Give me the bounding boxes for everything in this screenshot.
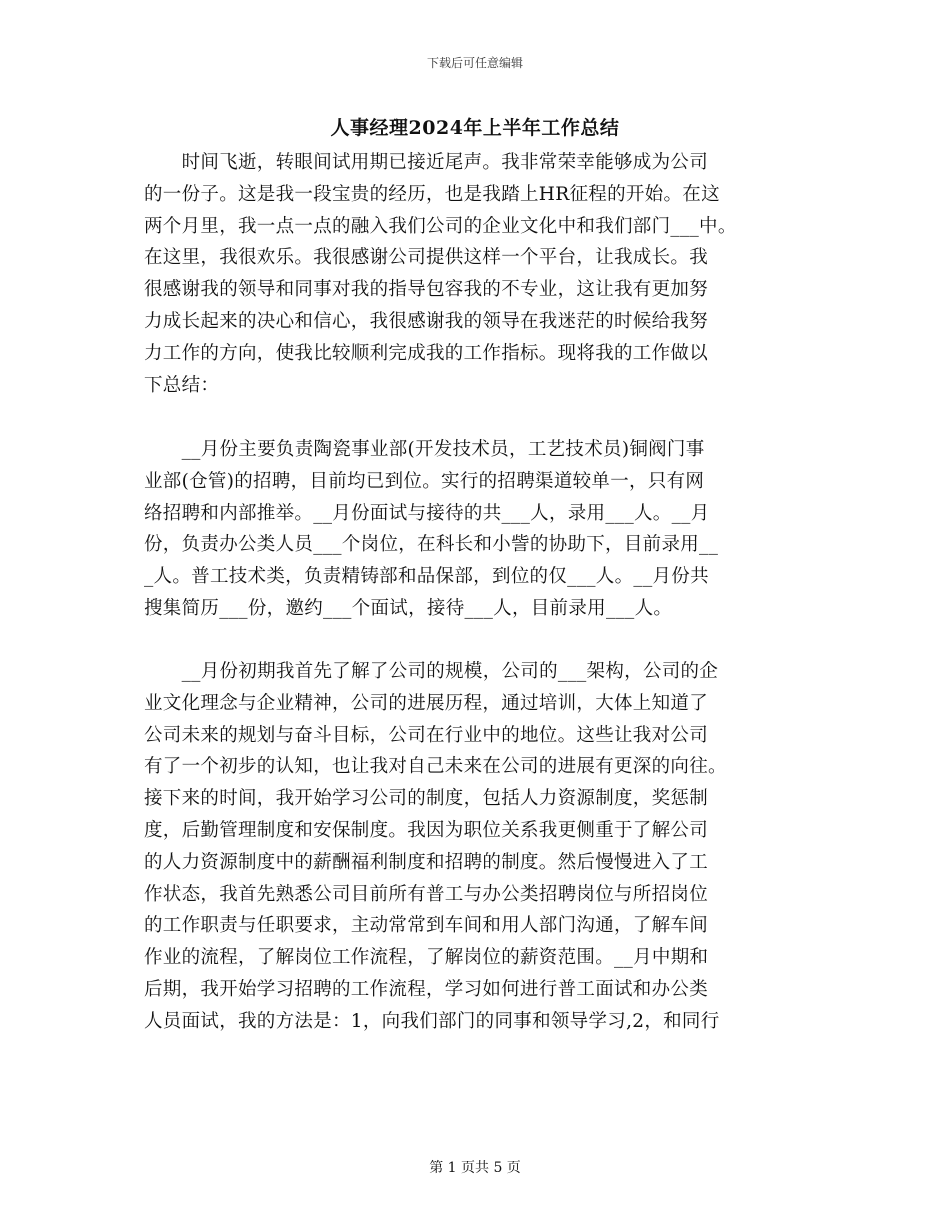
header-note: 下载后可任意编辑 <box>426 56 523 70</box>
paragraph-line: 时间飞逝，转眼间试用期已接近尾声。我非常荣幸能够成为公司 <box>144 152 709 173</box>
paragraph-learning <box>144 656 809 1038</box>
paragraph-line: 业文化理念与企业精神，公司的进展历程，通过培训，大体上知道了 <box>144 692 709 714</box>
paragraph-line: 很感谢我的领导和同事对我的指导包容我的不专业，这让我有更加努 <box>144 279 709 301</box>
paragraph-line: 在这里，我很欢乐。我很感谢公司提供这样一个平台，让我成长。我 <box>144 247 709 269</box>
paragraph-line: 有了一个初步的认知，也让我对自己未来在公司的进展有更深的向往。 <box>144 756 727 778</box>
paragraph-line: 度，后勤管理制度和安保制度。我因为职位关系我更侧重于了解公司 <box>144 819 709 841</box>
paragraph-line: 份，负责办公类人员___个岗位，在科长和小訾的协助下，目前录用__ <box>144 534 719 556</box>
page-number: 第 1 页共 5 页 <box>429 1160 521 1176</box>
paragraph-line: 作状态，我首先熟悉公司目前所有普工与办公类招聘岗位与所招岗位 <box>144 883 709 905</box>
paragraph-line: 下总结： <box>144 374 220 396</box>
paragraph-line: 两个月里，我一点一点的融入我们公司的企业文化中和我们部门___中。 <box>144 215 737 237</box>
paragraph-line: 的工作职责与任职要求，主动常常到车间和用人部门沟通，了解车间 <box>144 915 709 937</box>
paragraph-line: __月份主要负责陶瓷事业部(开发技术员，工艺技术员)铜阀门事 <box>144 439 705 460</box>
paragraph-line: __月份初期我首先了解了公司的规模，公司的___架构，公司的企 <box>144 661 719 682</box>
paragraph-line: 力工作的方向，使我比较顺利完成我的工作指标。现将我的工作做以 <box>144 342 709 364</box>
paragraph-line: 人员面试，我的方法是：1，向我们部门的同事和领导学习,2，和同行 <box>144 1010 720 1032</box>
paragraph-line: 的人力资源制度中的薪酬福利制度和招聘的制度。然后慢慢进入了工 <box>144 851 709 873</box>
paragraph-line: 搜集简历___份，邀约___个面试，接待___人，目前录用___人。 <box>144 597 673 619</box>
document-title: 人事经理2024年上半年工作总结 <box>330 117 620 139</box>
paragraph-line: _人。普工技术类，负责精铸部和品保部，到位的仅___人。__月份共 <box>144 566 709 588</box>
paragraph-line: 作业的流程，了解岗位工作流程，了解岗位的薪资范围。__月中期和 <box>144 947 709 969</box>
paragraph-line: 后期，我开始学习招聘的工作流程，学习如何进行普工面试和办公类 <box>144 978 709 1000</box>
paragraph-recruitment <box>144 434 809 625</box>
paragraph-line: 业部(仓管)的招聘，目前均已到位。实行的招聘渠道较单一，只有网 <box>144 470 705 492</box>
paragraph-line: 接下来的时间，我开始学习公司的制度，包括人力资源制度，奖惩制 <box>144 788 709 810</box>
paragraph-intro <box>144 147 809 401</box>
paragraph-line: 络招聘和内部推举。__月份面试与接待的共___人，录用___人。__月 <box>144 502 710 524</box>
paragraph-line: 公司未来的规划与奋斗目标，公司在行业中的地位。这些让我对公司 <box>144 724 709 746</box>
paragraph-line: 力成长起来的决心和信心，我很感谢我的领导在我迷茫的时候给我努 <box>144 310 709 332</box>
paragraph-line: 的一份子。这是我一段宝贵的经历，也是我踏上HR征程的开始。在这 <box>144 183 720 205</box>
